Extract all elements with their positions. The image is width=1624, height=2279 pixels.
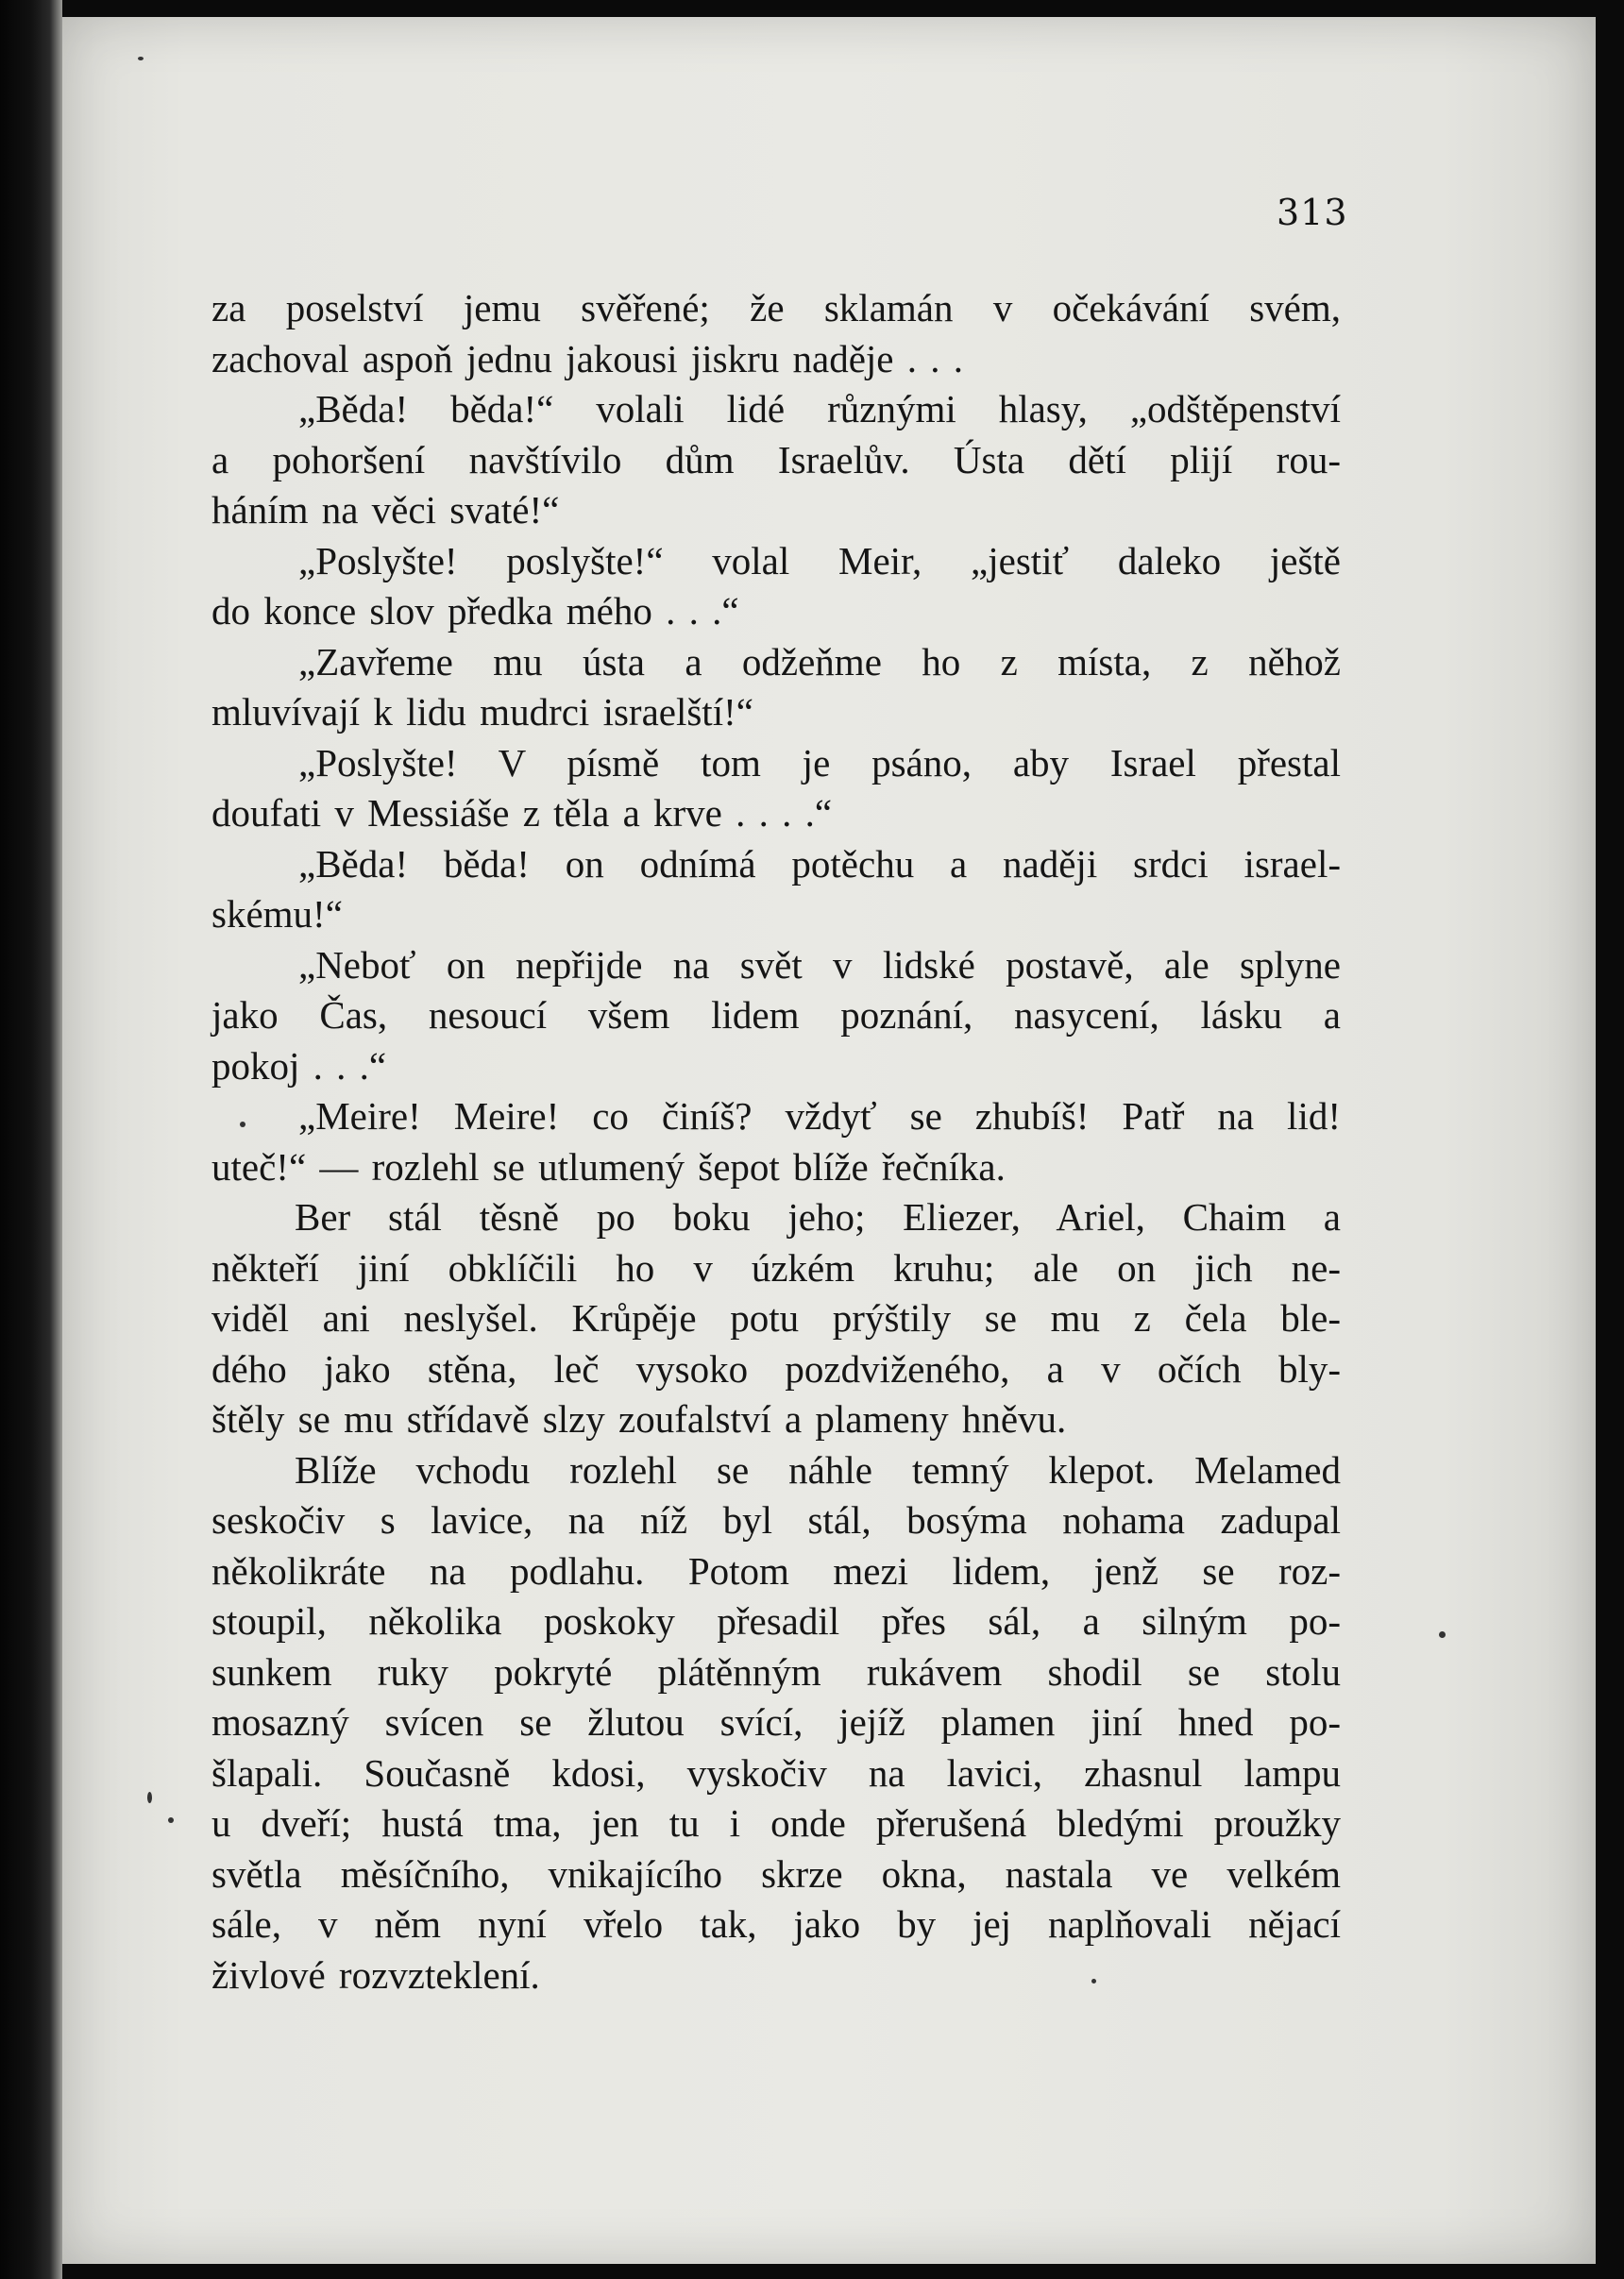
- body-text: [211, 283, 1341, 2000]
- text-line: někteří jiní obklíčili ho v úzkém kruhu; ale on jich ne-: [211, 1245, 1341, 1290]
- text-line: „Zavřeme mu ústa a odžeňme ho z místa, z něhož: [298, 639, 1341, 684]
- text-line: „Neboť on nepřijde na svět v lidské postavě, ale splyne: [298, 942, 1341, 987]
- text-line: „Meire! Meire! co činíš? vždyť se zhubíš! Patř na lid!: [298, 1094, 1341, 1138]
- text-line: sunkem ruky pokryté plátěnným rukávem shodil se stolu: [211, 1649, 1341, 1694]
- text-line: viděl ani neslyšel. Krůpěje potu prýštily se mu z čela ble-: [211, 1296, 1341, 1340]
- text-line: do konce slov předka mého . . .“: [211, 589, 739, 633]
- text-line: jako Čas, nesoucí všem lidem poznání, nasycení, lásku a: [211, 993, 1341, 1037]
- print-speck: [1439, 1631, 1446, 1638]
- text-line: háním na věci svaté!“: [211, 488, 560, 532]
- text-line: „Běda! běda! on odnímá potěchu a naději srdci israel-: [298, 841, 1341, 886]
- text-line: štěly se mu střídavě slzy zoufalství a plameny hněvu.: [211, 1397, 1067, 1441]
- text-line: Ber stál těsně po boku jeho; Eliezer, Ariel, Chaim a: [295, 1195, 1341, 1239]
- print-speck: [147, 1792, 152, 1803]
- page-number: 313: [1277, 192, 1348, 233]
- text-line: uteč!“ — rozlehl se utlumený šepot blíže řečníka.: [211, 1144, 1006, 1189]
- text-line: mluvívají k lidu mudrci israelští!“: [211, 690, 753, 734]
- text-line: několikráte na podlahu. Potom mezi lidem, jenž se roz-: [211, 1548, 1341, 1593]
- text-line: sále, v něm nyní vřelo tak, jako by jej naplňovali nějací: [211, 1902, 1341, 1946]
- text-line: skému!“: [211, 892, 343, 936]
- text-line: šlapali. Současně kdosi, vyskočiv na lavici, zhasnul lampu: [211, 1750, 1341, 1795]
- text-line: pokoj . . .“: [211, 1043, 387, 1088]
- text-line: „Poslyšte! poslyšte!“ volal Meir, „jestiť daleko ještě: [298, 538, 1341, 582]
- text-line: živlové rozvzteklení.: [211, 1952, 540, 1997]
- text-line: „Poslyšte! V písmě tom je psáno, aby Israel přestal: [298, 740, 1341, 785]
- text-line: mosazný svícen se žlutou svící, jejíž plamen jiní hned po-: [211, 1700, 1341, 1744]
- text-line: a pohoršení navštívilo dům Israelův. Ústa dětí plijí rou-: [211, 437, 1341, 481]
- text-line: Blíže vchodu rozlehl se náhle temný klepot. Melamed: [295, 1447, 1341, 1492]
- text-line: „Běda! běda!“ volali lidé různými hlasy, „odštěpenství: [298, 387, 1341, 430]
- text-line: dého jako stěna, leč vysoko pozdviženého, a v očích bly-: [211, 1346, 1341, 1391]
- print-speck: [168, 1817, 174, 1823]
- text-line: stoupil, několika poskoky přesadil přes sál, a silným po-: [211, 1599, 1341, 1643]
- book-spine-edge: [0, 0, 62, 2279]
- text-line: za poselství jemu svěřené; že sklamán v očekávání svém,: [211, 286, 1341, 329]
- print-speck: [138, 57, 144, 60]
- text-line: seskočiv s lavice, na níž byl stál, bosýma nohama zadupal: [211, 1498, 1341, 1542]
- text-line: zachoval aspoň jednu jakousi jiskru naděje . . .: [211, 336, 963, 380]
- text-line: doufati v Messiáše z těla a krve . . . .“: [211, 791, 833, 835]
- text-line: u dveří; hustá tma, jen tu i onde přerušená bledými proužky: [211, 1801, 1341, 1845]
- text-line: světla měsíčního, vnikajícího skrze okna, nastala ve velkém: [211, 1851, 1341, 1896]
